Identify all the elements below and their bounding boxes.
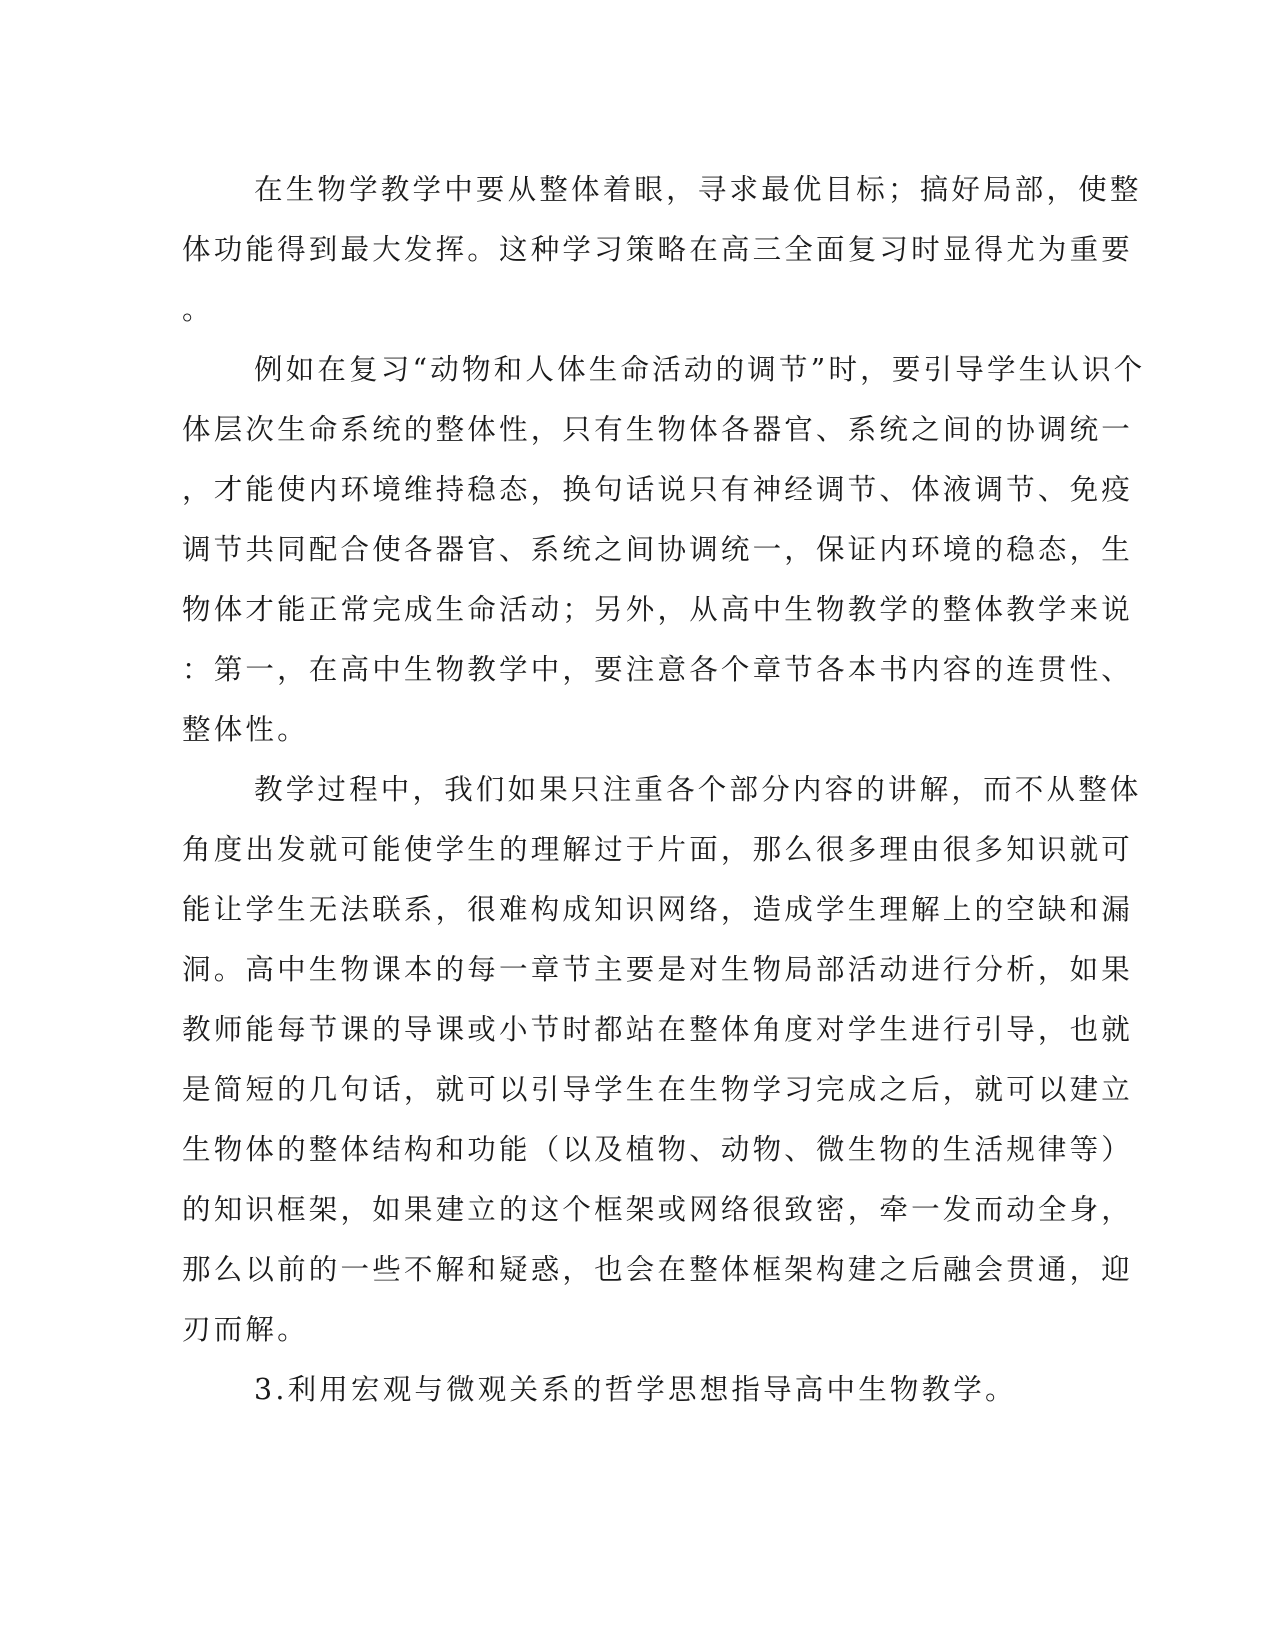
text-line: 那么以前的一些不解和疑惑，也会在整体框架构建之后融会贯通，迎 bbox=[182, 1253, 1134, 1286]
text-line: 在生物学教学中要从整体着眼，寻求最优目标；搞好局部，使整 bbox=[254, 173, 1142, 206]
text-line: 教师能每节课的导课或小节时都站在整体角度对学生进行引导，也就 bbox=[182, 1013, 1134, 1046]
text-line: 体功能得到最大发挥。这种学习策略在高三全面复习时显得尤为重要 bbox=[182, 233, 1134, 266]
text-line: 物体才能正常完成生命活动；另外，从高中生物教学的整体教学来说 bbox=[182, 593, 1134, 626]
text-line: 教学过程中，我们如果只注重各个部分内容的讲解，而不从整体 bbox=[254, 773, 1142, 806]
text-line: 刃而解。 bbox=[182, 1313, 309, 1346]
text-line: 的知识框架，如果建立的这个框架或网络很致密，牵一发而动全身， bbox=[182, 1193, 1134, 1226]
text-line: 洞。高中生物课本的每一章节主要是对生物局部活动进行分析，如果 bbox=[182, 953, 1134, 986]
paragraph-2 bbox=[182, 340, 1146, 760]
text-line: ，才能使内环境维持稳态，换句话说只有神经调节、体液调节、免疫 bbox=[182, 473, 1134, 506]
text-line: 调节共同配合使各器官、系统之间协调统一，保证内环境的稳态，生 bbox=[182, 533, 1134, 566]
text-line: 例如在复习“动物和人体生命活动的调节”时，要引导学生认识个 bbox=[254, 353, 1146, 386]
text-line: 。 bbox=[182, 293, 214, 326]
paragraph-4 bbox=[182, 1360, 1042, 1420]
text-line: 能让学生无法联系，很难构成知识网络，造成学生理解上的空缺和漏 bbox=[182, 893, 1134, 926]
paragraph-1 bbox=[182, 160, 1142, 340]
text-line: 体层次生命系统的整体性，只有生物体各器官、系统之间的协调统一 bbox=[182, 413, 1134, 446]
text-line: 整体性。 bbox=[182, 713, 309, 746]
text-line: ：第一，在高中生物教学中，要注意各个章节各本书内容的连贯性、 bbox=[182, 653, 1134, 686]
paragraph-3 bbox=[182, 760, 1142, 1360]
text-line: 是简短的几句话，就可以引导学生在生物学习完成之后，就可以建立 bbox=[182, 1073, 1134, 1106]
section-heading: 3.利用宏观与微观关系的哲学思想指导高中生物教学。 bbox=[254, 1373, 1017, 1406]
text-line: 角度出发就可能使学生的理解过于片面，那么很多理由很多知识就可 bbox=[182, 833, 1134, 866]
document-body bbox=[182, 160, 1146, 1420]
text-line: 生物体的整体结构和功能（以及植物、动物、微生物的生活规律等） bbox=[182, 1133, 1134, 1166]
